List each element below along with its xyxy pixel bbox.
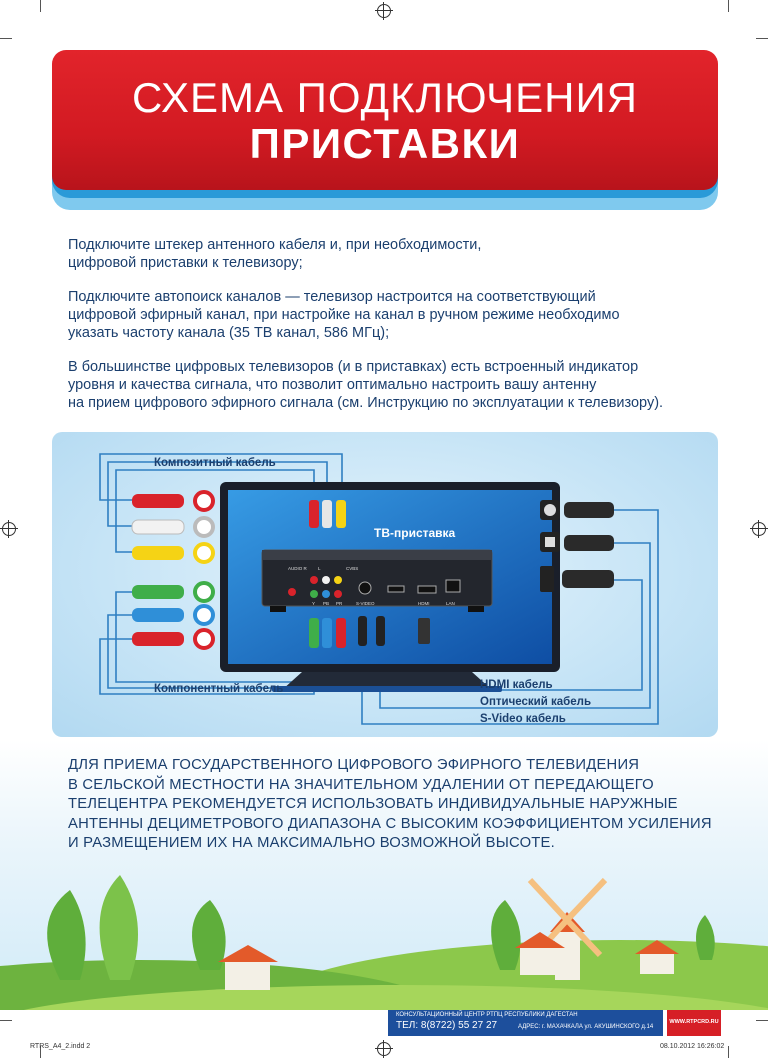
right-av-connectors: [540, 500, 614, 592]
svideo-cable-label: S-Video кабель: [480, 713, 566, 725]
notice-line: АНТЕННЫ ДЕЦИМЕТРОВОГО ДИАПАЗОНА С ВЫСОКИМ КОЭФФИЦИЕНТОМ УСИЛЕНИЯ: [68, 815, 712, 832]
instruction-paragraph-3: [68, 358, 728, 412]
hdmi-cable-label: HDMI кабель: [480, 679, 553, 691]
paragraph-line: цифровой эфирный канал, при настройке на канал в ручном режиме необходимо: [68, 307, 620, 323]
port-label: PR: [336, 601, 343, 606]
paragraph-line: уровня и качества сигнала, что позволит оптимально настроить вашу антенну: [68, 377, 597, 393]
left-component-connectors: [132, 583, 213, 648]
paragraph-line: указать частоту канала (35 ТВ канал, 586 МГц);: [68, 325, 390, 341]
recommendation-notice: [68, 756, 728, 854]
registration-mark: [752, 522, 766, 536]
notice-line: ДЛЯ ПРИЕМА ГОСУДАРСТВЕННОГО ЦИФРОВОГО ЭФИРНОГО ТЕЛЕВИДЕНИЯ: [68, 757, 640, 773]
contact-phone: ТЕЛ: 8(8722) 55 27 27: [396, 1020, 498, 1031]
registration-mark: [377, 4, 391, 18]
left-composite-connectors: [132, 492, 213, 562]
optical-cable-label: Оптический кабель: [480, 696, 592, 708]
trim-mark: [40, 0, 41, 12]
print-slug-date: 08.10.2012 16:26:02: [660, 1043, 725, 1050]
port-label: AUDIO R: [288, 566, 307, 571]
instruction-paragraph-2: [68, 288, 728, 342]
paragraph-line: на прием цифрового эфирного сигнала (см. Инструкцию по эксплуатации к телевизору).: [68, 395, 664, 411]
registration-mark: [377, 1042, 391, 1056]
notice-line: И РАЗМЕЩЕНИЕМ ИХ НА МАКСИМАЛЬНО ВОЗМОЖНОЙ ВЫСОТЕ.: [68, 835, 555, 852]
port-label: Y: [312, 601, 316, 606]
paragraph-line: Подключите автопоиск каналов — телевизор настроится на соответствующий: [68, 289, 596, 305]
set-top-box: [262, 550, 492, 612]
trim-mark: [0, 1020, 12, 1021]
port-label: LAN: [446, 601, 455, 606]
port-label: CVBS: [346, 566, 359, 571]
paragraph-line: В большинстве цифровых телевизоров (и в приставках) есть встроенный индикатор: [68, 359, 639, 375]
website-link[interactable]: WWW.RTPCRD.RU: [669, 1019, 719, 1025]
port-label: S-VIDEO: [356, 601, 375, 606]
trim-mark: [756, 38, 768, 39]
page-title-line2: ПРИСТАВКИ: [249, 120, 521, 167]
print-slug-file: RTRS_A4_2.indd 2: [30, 1043, 91, 1050]
port-label: HDMI: [418, 601, 430, 606]
connection-diagram: [52, 432, 718, 737]
port-label: PB: [323, 601, 330, 606]
trim-mark: [728, 1046, 729, 1058]
trim-mark: [0, 38, 12, 39]
notice-line: ТЕЛЕЦЕНТРА РЕКОМЕНДУЕТСЯ ИСПОЛЬЗОВАТЬ ИНДИВИДУАЛЬНЫЕ НАРУЖНЫЕ: [68, 796, 678, 813]
component-cable-label: Компонентный кабель: [154, 683, 284, 695]
notice-line: В СЕЛЬСКОЙ МЕСТНОСТИ НА ЗНАЧИТЕЛЬНОМ УДАЛЕНИИ ОТ ПЕРЕДАЮЩЕГО: [68, 776, 654, 793]
paragraph-line: цифровой приставки к телевизору;: [68, 255, 303, 271]
trim-mark: [756, 1020, 768, 1021]
registration-mark: [2, 522, 16, 536]
composite-cable-label: Композитный кабель: [154, 457, 276, 469]
composite-plugs-top: [309, 500, 346, 528]
port-label: L: [318, 566, 321, 571]
page-title-line1: СХЕМА ПОДКЛЮЧЕНИЯ: [132, 74, 638, 121]
contact-address: АДРЕС: г. МАХАЧКАЛА ул. АКУШИНСКОГО д.14: [518, 1024, 654, 1030]
trim-mark: [728, 0, 729, 12]
landscape-illustration: [0, 860, 768, 1010]
instruction-paragraph-1: [68, 236, 728, 272]
paragraph-line: Подключите штекер антенного кабеля и, при необходимости,: [68, 237, 482, 253]
set-top-box-label: ТВ-приставка: [374, 526, 456, 540]
consult-center-name: КОНСУЛЬТАЦИОННЫЙ ЦЕНТР РТПЦ РЕСПУБЛИКИ ДАГЕСТАН: [396, 1012, 578, 1018]
